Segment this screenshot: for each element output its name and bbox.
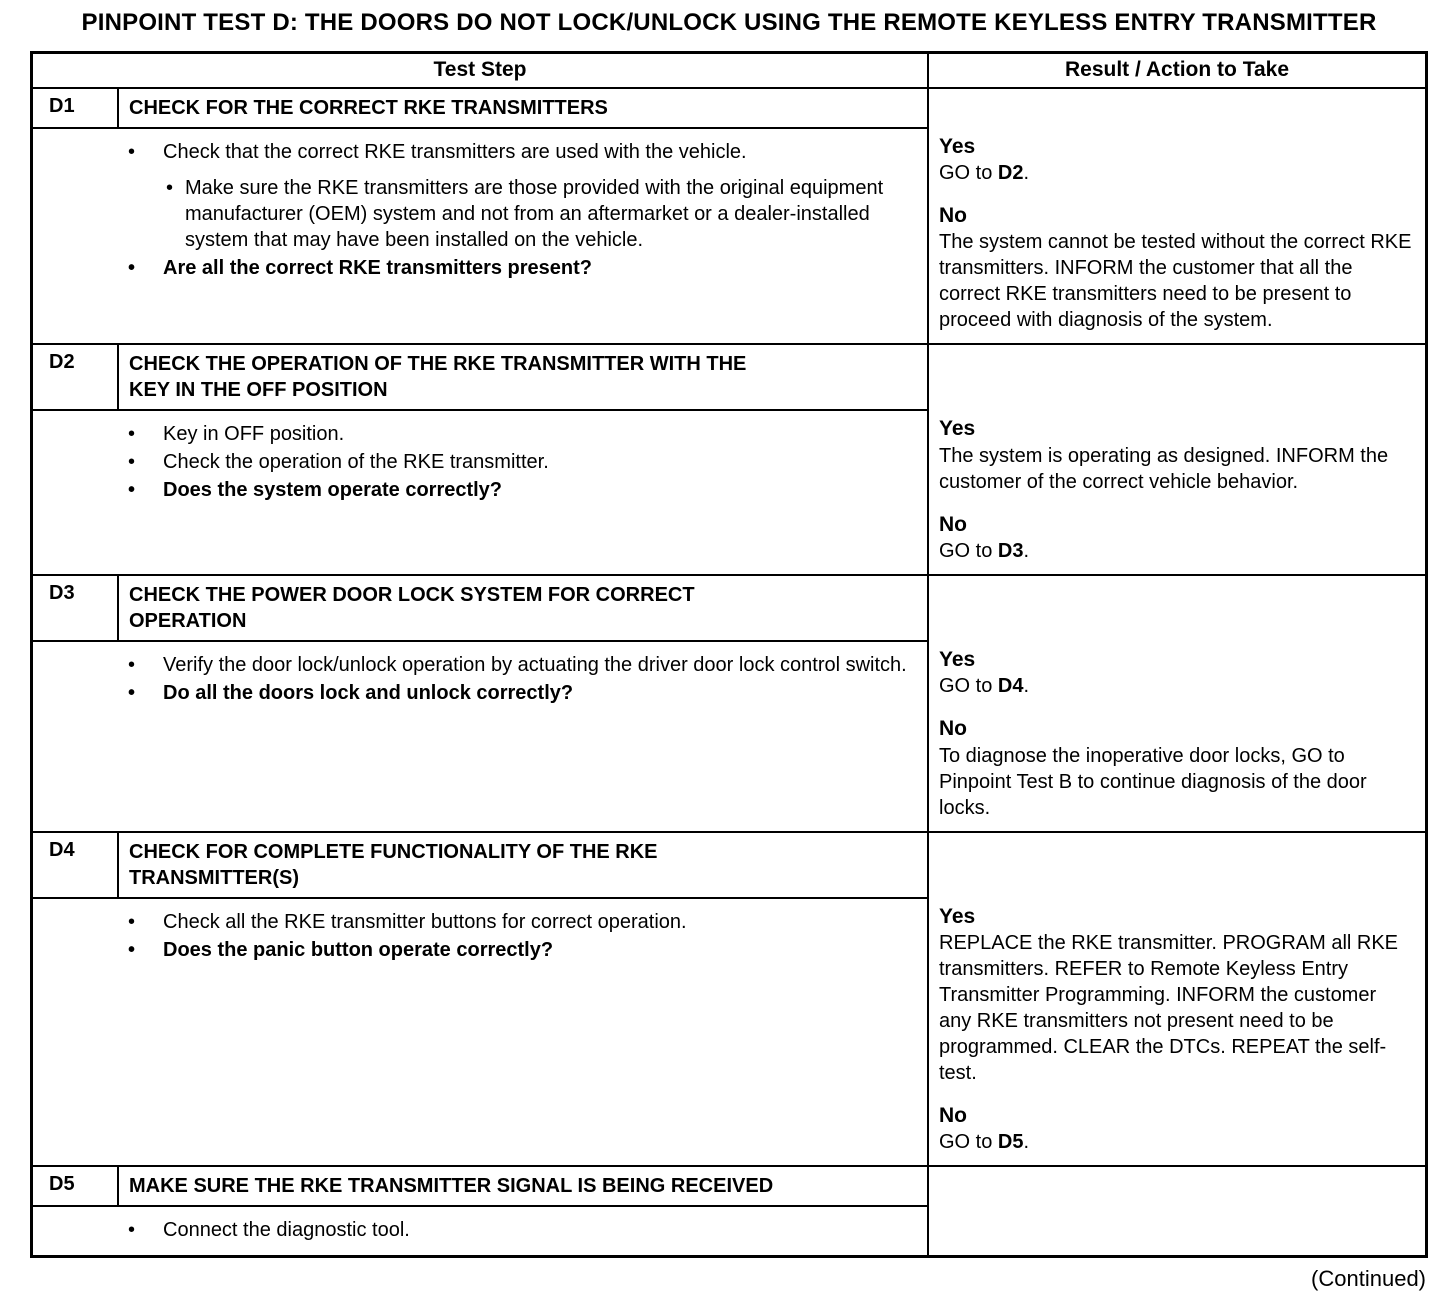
test-id: D4	[33, 833, 119, 899]
step-text: Connect the diagnostic tool.	[163, 1219, 410, 1242]
step-text: Check the operation of the RKE transmitter.	[163, 451, 549, 474]
test-title: MAKE SURE THE RKE TRANSMITTER SIGNAL IS BEING RECEIVED	[119, 1167, 927, 1207]
result-label: Yes	[939, 134, 976, 158]
result-text-segment: REPLACE the RKE transmitter. PROGRAM all RKE transmitters. REFER to Remote Keyless Entry Transmitter Programming. INFORM the customer any RKE transmitters not present need to be programmed. CLEAR the DTCs. REPEAT the self-test.	[939, 931, 1399, 1084]
result-text-segment: GO to	[939, 539, 998, 562]
result-text-segment: GO to	[939, 1131, 998, 1154]
result-block	[939, 903, 1413, 1086]
result-block	[939, 415, 1413, 494]
step-text: Check that the correct RKE transmitters are used with the vehicle.	[163, 140, 747, 163]
test-step	[33, 477, 913, 503]
result-text-segment: GO to	[939, 675, 998, 698]
result-text-segment: D4	[997, 675, 1024, 698]
result-block	[939, 202, 1413, 333]
test-id: D3	[33, 576, 119, 642]
step-text: Are all the correct RKE transmitters present?	[163, 256, 593, 279]
result-block	[939, 133, 1413, 186]
tests-container	[33, 89, 1425, 1255]
test-title: CHECK THE OPERATION OF THE RKE TRANSMITTER WITH THE KEY IN THE OFF POSITION	[119, 345, 927, 411]
result-cell	[927, 129, 1425, 344]
test-steps	[33, 1207, 927, 1255]
result-block	[939, 511, 1413, 564]
result-text	[939, 1129, 1413, 1155]
result-text	[939, 673, 1413, 699]
test-id: D2	[33, 345, 119, 411]
test-title: CHECK FOR THE CORRECT RKE TRANSMITTERS	[119, 89, 927, 129]
result-label: No	[939, 204, 967, 228]
result-label: No	[939, 717, 967, 741]
result-text-segment: .	[1023, 162, 1030, 185]
test-step	[33, 421, 913, 447]
test-row	[33, 89, 1425, 344]
result-text	[939, 443, 1413, 495]
result-spacer	[927, 89, 1425, 129]
result-label: Yes	[939, 904, 976, 928]
col-header-test-step: Test Step	[433, 57, 527, 81]
test-steps	[33, 899, 927, 1166]
result-block	[939, 715, 1413, 820]
result-text	[939, 743, 1413, 821]
test-step	[33, 680, 913, 706]
result-label: Yes	[939, 417, 976, 441]
test-row	[33, 574, 1425, 831]
test-title: CHECK THE POWER DOOR LOCK SYSTEM FOR CORRECT OPERATION	[119, 576, 927, 642]
test-title: CHECK FOR COMPLETE FUNCTIONALITY OF THE RKE TRANSMITTER(S)	[119, 833, 927, 899]
page-title: PINPOINT TEST D: THE DOORS DO NOT LOCK/UNLOCK USING THE REMOTE KEYLESS ENTRY TRANSMITTER	[81, 9, 1377, 36]
step-text: Does the system operate correctly?	[163, 479, 503, 502]
test-step	[33, 139, 913, 165]
test-step	[33, 937, 913, 963]
test-steps	[33, 642, 927, 831]
table-header-row	[33, 54, 1425, 89]
step-text: Do all the doors lock and unlock correctly?	[163, 681, 574, 704]
result-text-segment: To diagnose the inoperative door locks, GO to Pinpoint Test B to continue diagnosis of the door locks.	[939, 744, 1367, 819]
result-spacer	[927, 576, 1425, 642]
result-text-segment: GO to	[939, 162, 998, 185]
step-text: Verify the door lock/unlock operation by actuating the driver door lock control switch.	[163, 653, 907, 676]
result-text-segment: .	[1023, 675, 1030, 698]
result-cell	[927, 899, 1425, 1166]
col-header-result-action: Result / Action to Take	[927, 54, 1425, 87]
result-text	[939, 160, 1413, 186]
result-label: No	[939, 1103, 967, 1127]
result-block	[939, 646, 1413, 699]
result-text-segment: The system is operating as designed. INFORM the customer of the correct vehicle behavior.	[939, 444, 1389, 493]
test-steps	[33, 129, 927, 344]
result-label: Yes	[939, 647, 976, 671]
test-step	[33, 449, 913, 475]
result-cell	[927, 1207, 1425, 1255]
result-text	[939, 538, 1413, 564]
step-text: Make sure the RKE transmitters are those provided with the original equipment manufacturer (OEM) system and not from an aftermarket or a dealer-installed system that may have been installed on the vehicle.	[185, 176, 884, 251]
test-steps	[33, 411, 927, 574]
step-text: Does the panic button operate correctly?	[163, 938, 554, 961]
test-id: D1	[33, 89, 119, 129]
result-text-segment: D5	[997, 1131, 1024, 1154]
result-spacer	[927, 345, 1425, 411]
result-text	[939, 229, 1413, 333]
result-label: No	[939, 512, 967, 536]
result-cell	[927, 411, 1425, 574]
result-spacer	[927, 833, 1425, 899]
result-text-segment: The system cannot be tested without the correct RKE transmitters. INFORM the customer that all the correct RKE transmitters need to be present to proceed with diagnosis of the system.	[939, 231, 1412, 332]
test-row	[33, 831, 1425, 1166]
result-text-segment: D3	[997, 539, 1024, 562]
result-text	[939, 930, 1413, 1086]
result-text-segment: D2	[997, 162, 1024, 185]
test-step	[33, 255, 913, 281]
result-spacer	[927, 1167, 1425, 1207]
test-step	[33, 175, 913, 253]
test-step	[33, 1217, 913, 1243]
test-row	[33, 1165, 1425, 1255]
result-cell	[927, 642, 1425, 831]
test-row	[33, 343, 1425, 574]
step-text: Check all the RKE transmitter buttons for correct operation.	[163, 910, 687, 933]
pinpoint-test-table	[30, 51, 1428, 1258]
result-text-segment: .	[1023, 1131, 1030, 1154]
continued-note: (Continued)	[1311, 1266, 1426, 1292]
test-step	[33, 652, 913, 678]
test-step	[33, 909, 913, 935]
result-block	[939, 1102, 1413, 1155]
result-text-segment: .	[1023, 539, 1030, 562]
test-id: D5	[33, 1167, 119, 1207]
step-text: Key in OFF position.	[163, 423, 345, 446]
